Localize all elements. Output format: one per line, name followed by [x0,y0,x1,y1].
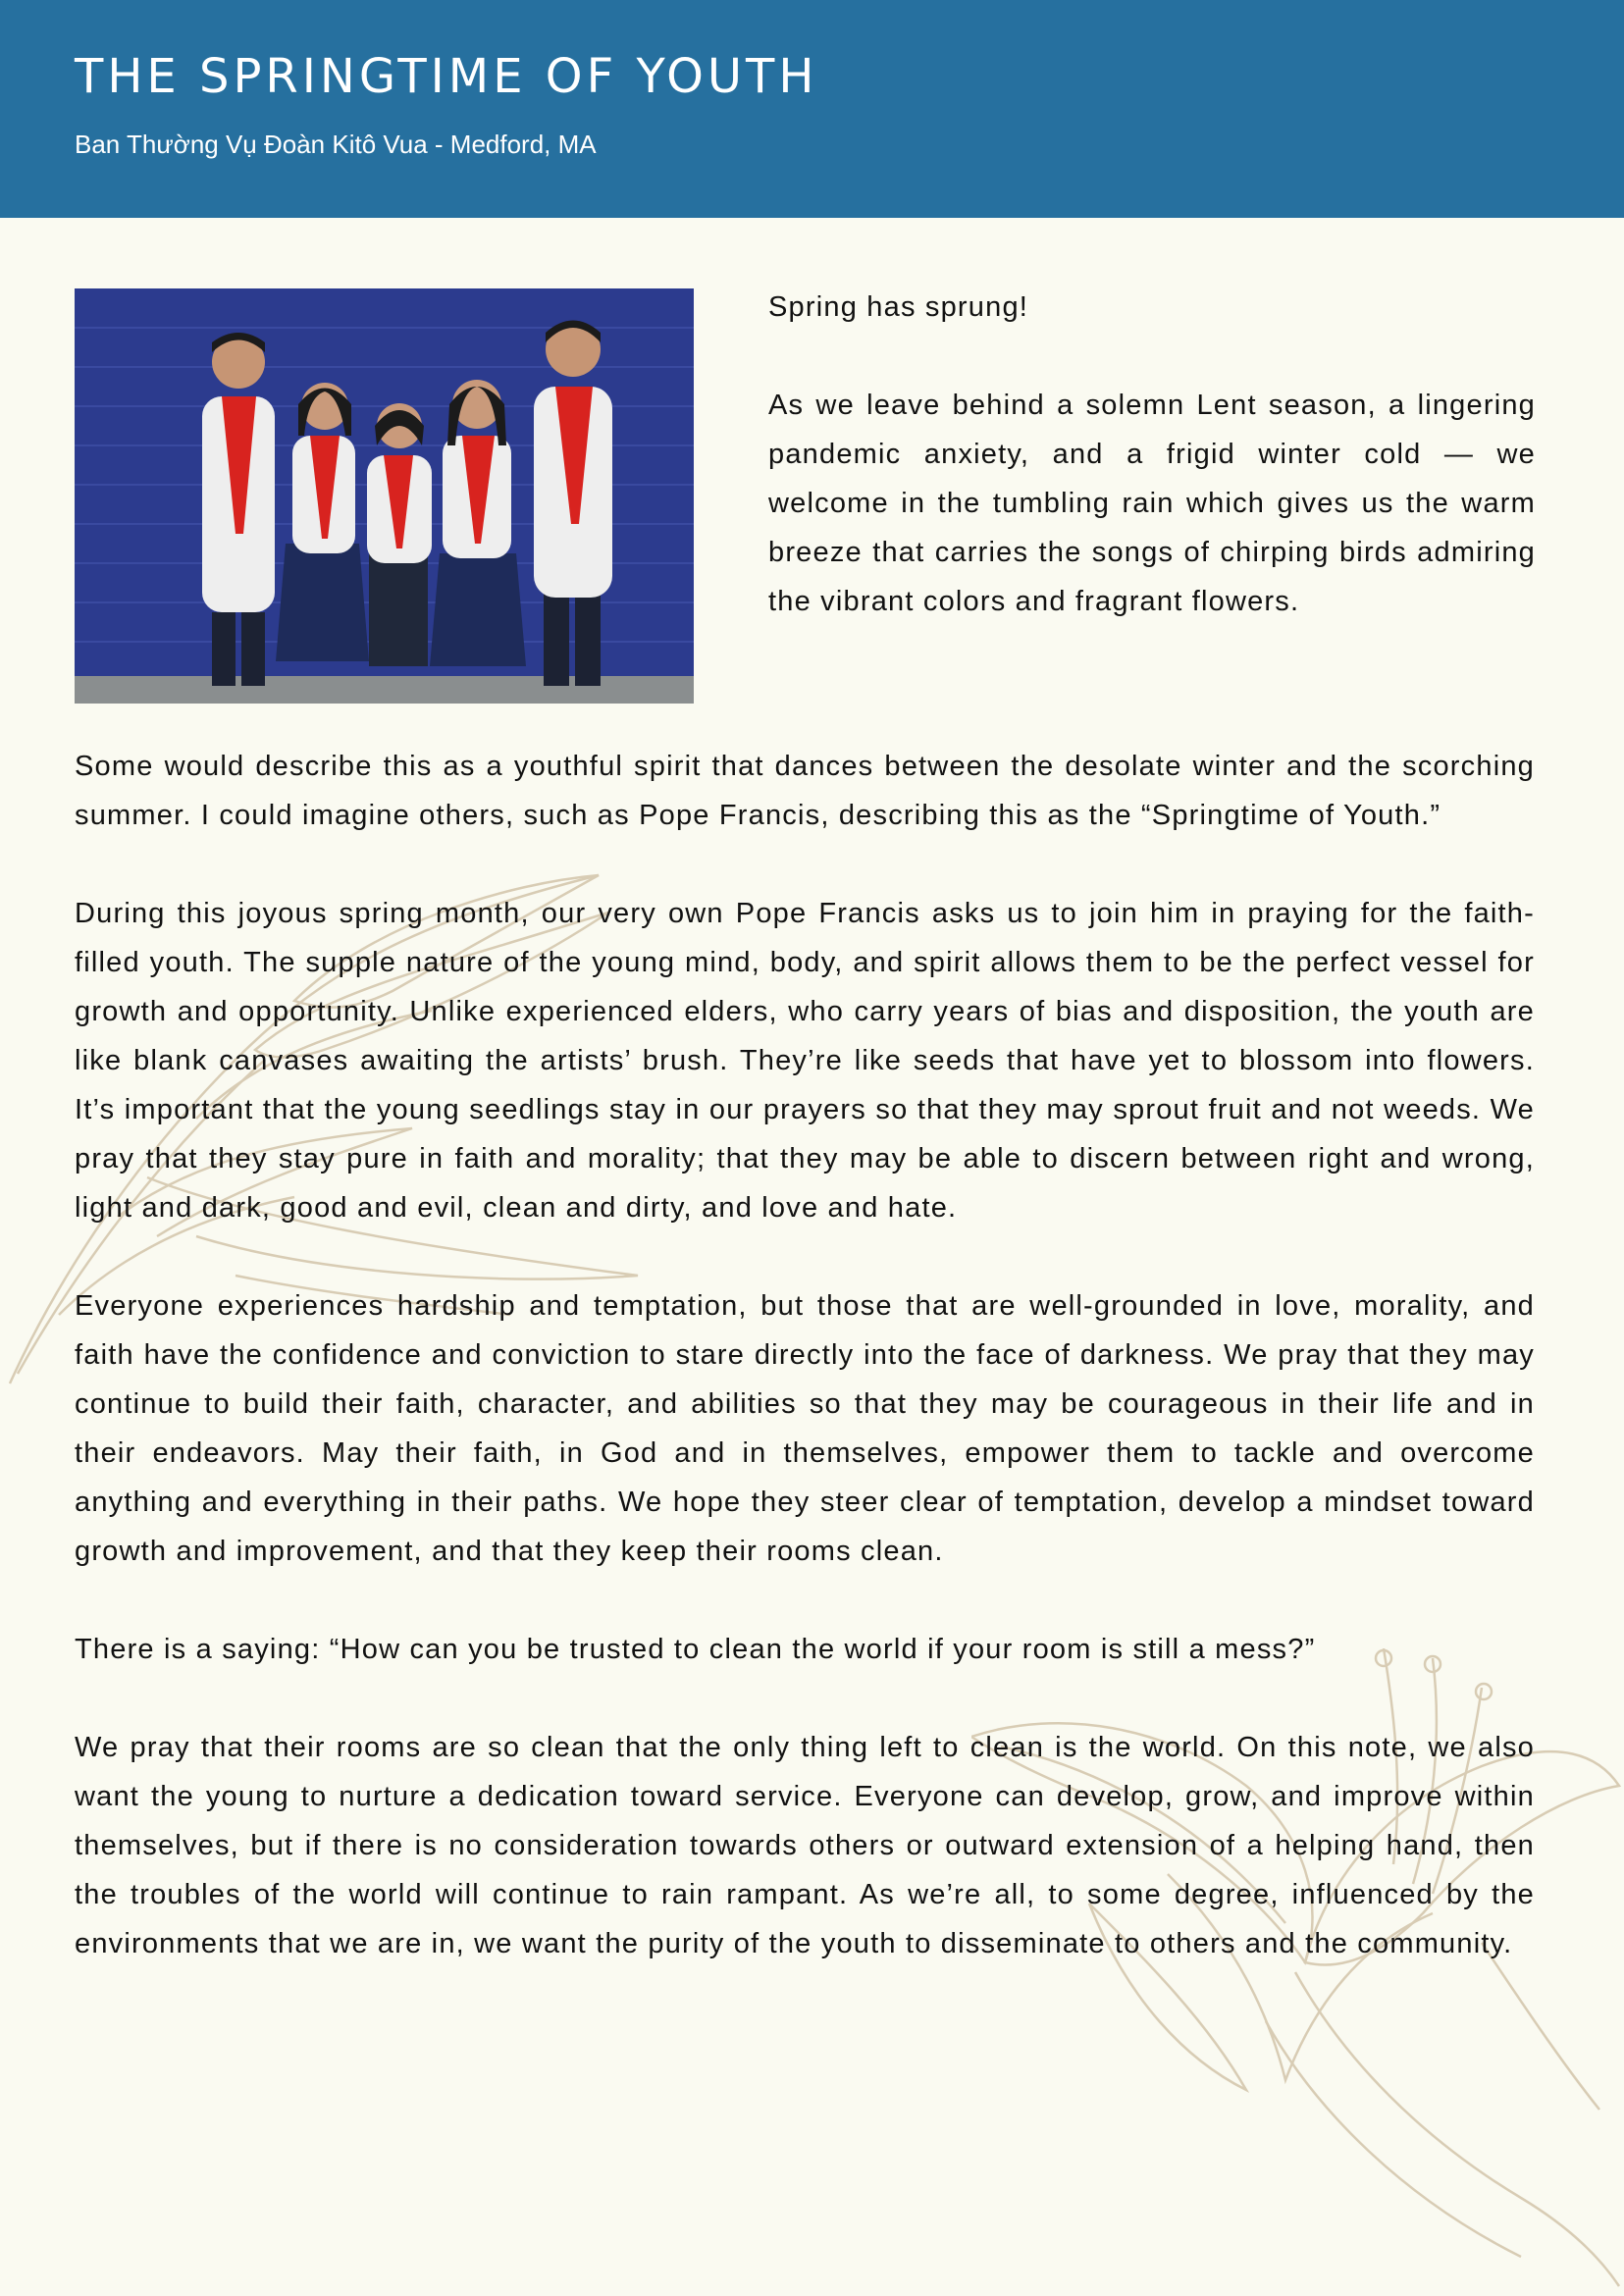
group-photo [75,288,694,704]
body-paragraph-3: Everyone experiences hardship and temptation, but those that are well-grounded in love, morality, and faith have the confidence and conviction to stare directly into the face of darkness. We pray that they may continue to build their faith, character, and abilities so that they may be courageous in their life and in their endeavors. May their faith, in God and in themselves, empower them to tackle and overcome anything and everything in their paths. We hope they steer clear of temptation, develop a mindset toward growth and improvement, and that they keep their rooms clean. [75,1290,1535,1567]
intro-text [768,283,1536,675]
body-paragraph-1: Some would describe this as a youthful spirit that dances between the desolate winter and the scorching summer. I could imagine others, such as Pope Francis, describing this as the “Springtime of Youth.” [75,751,1535,831]
body-paragraph-5: We pray that their rooms are so clean that the only thing left to clean is the world. On this note, we also want the young to nurture a dedication toward service. Everyone can develop, grow, and improve within themselves, but if there is no consideration towards others or outward extension of a helping hand, then the troubles of the world will continue to rain rampant. As we’re all, to some degree, influenced by the environments that we are in, we want the purity of the youth to disseminate to others and the community. [75,1732,1535,1959]
intro-greeting: Spring has sprung! [768,291,1029,323]
header-banner [0,0,1624,218]
page-title: THE SPRINGTIME OF YOUTH [75,49,818,104]
body-paragraph-4: There is a saying: “How can you be trusted to clean the world if your room is still a mess?” [75,1634,1316,1665]
group-photo-icon [75,288,694,704]
intro-paragraph: As we leave behind a solemn Lent season, a lingering pandemic anxiety, and a frigid winter cold — we welcome in the tumbling rain which gives us the warm breeze that carries the songs of chirping birds admiring the vibrant colors and fragrant flowers. [768,390,1536,617]
body-paragraph-2: During this joyous spring month, our very own Pope Francis asks us to join him in praying for the faith-filled youth. The supple nature of the young mind, body, and spirit allows them to be the perfect vessel for growth and opportunity. Unlike experienced elders, who carry years of bias and disposition, the youth are like blank canvases awaiting the artists’ brush. They’re like seeds that have yet to blossom into flowers. It’s important that the young seedlings stay in our prayers so that they may sprout fruit and not weeds. We pray that they stay pure in faith and morality; that they may be able to discern between right and wrong, light and dark, good and evil, clean and dirty, and love and hate. [75,898,1535,1224]
article-body [75,742,1535,2017]
page-subtitle: Ban Thường Vụ Đoàn Kitô Vua - Medford, MA [75,130,597,159]
